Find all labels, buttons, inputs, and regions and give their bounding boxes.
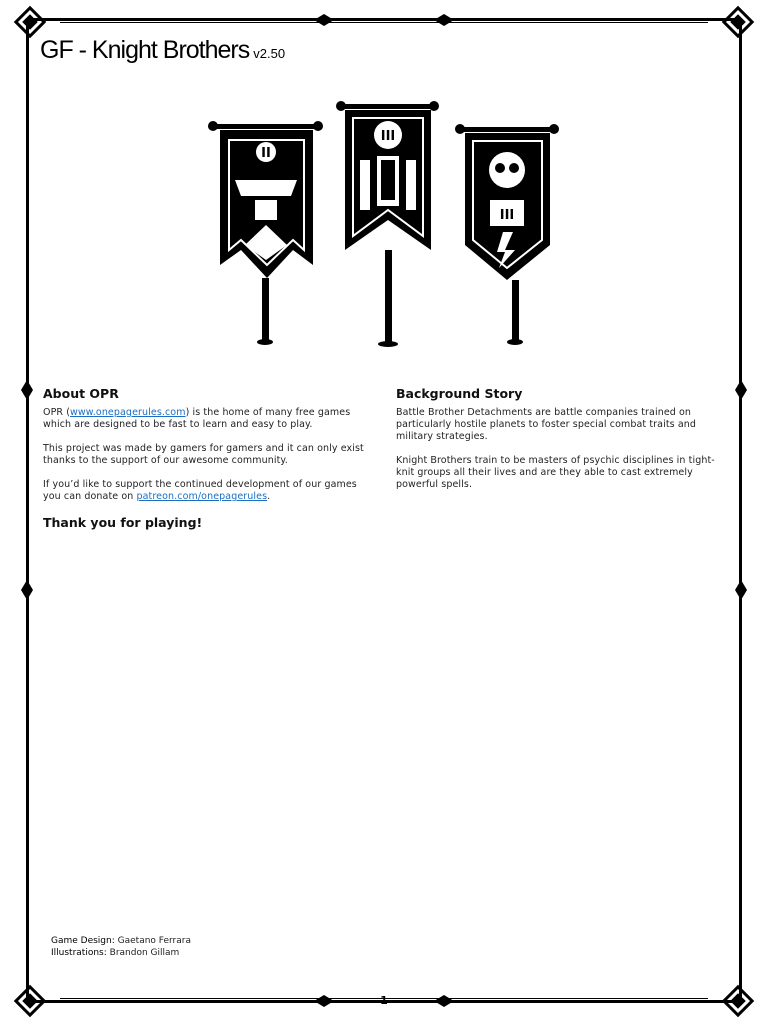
about-paragraph-1: OPR (www.onepagerules.com) is the home of many free games which are designed to be fast to learn and easy to play. [43, 407, 351, 430]
thanks-heading: Thank you for playing! [43, 515, 203, 530]
corner-ornament-tr-icon [724, 8, 752, 36]
background-heading: Background Story [396, 386, 523, 401]
credit-game-design: Game Design: Gaetano Ferrara [51, 936, 191, 946]
background-paragraph-1: Battle Brother Detachments are battle companies trained on particularly hostile planets to foster special combat traits and military strategies. [396, 407, 696, 442]
patreon-link[interactable]: patreon.com/onepagerules [136, 491, 268, 502]
credit-illustrations: Illustrations: Brandon Gillam [51, 948, 180, 958]
right-banner-icon [455, 124, 559, 345]
about-paragraph-3: If you’d like to support the continued development of our games you can donate on patreon.com/onepagerules. [43, 479, 357, 502]
right-banner-numeral: III [499, 208, 515, 223]
version-label: v2.50 [253, 46, 286, 61]
title-text: GF - Knight Brothers [40, 36, 250, 64]
center-banner-icon [336, 101, 439, 347]
about-paragraph-2: This project was made by gamers for gamers and it can only exist thanks to the support of our awesome community. [43, 443, 364, 466]
about-heading: About OPR [43, 386, 119, 401]
page-title [40, 36, 285, 65]
opr-website-link[interactable]: www.onepagerules.com [70, 407, 186, 418]
left-banner-icon [208, 121, 323, 345]
center-banner-numeral: III [380, 129, 396, 144]
about-section [43, 386, 373, 536]
left-banner-numeral: II [261, 146, 271, 161]
page-number: 1 [380, 994, 388, 1007]
background-paragraph-2: Knight Brothers train to be masters of psychic disciplines in tight-knit groups all their lives and are they able to cast extremely powerful spells. [396, 455, 715, 490]
background-section [396, 386, 726, 503]
credits [51, 935, 191, 959]
banner-illustration [205, 100, 565, 352]
corner-ornament-tl-icon [16, 8, 44, 36]
